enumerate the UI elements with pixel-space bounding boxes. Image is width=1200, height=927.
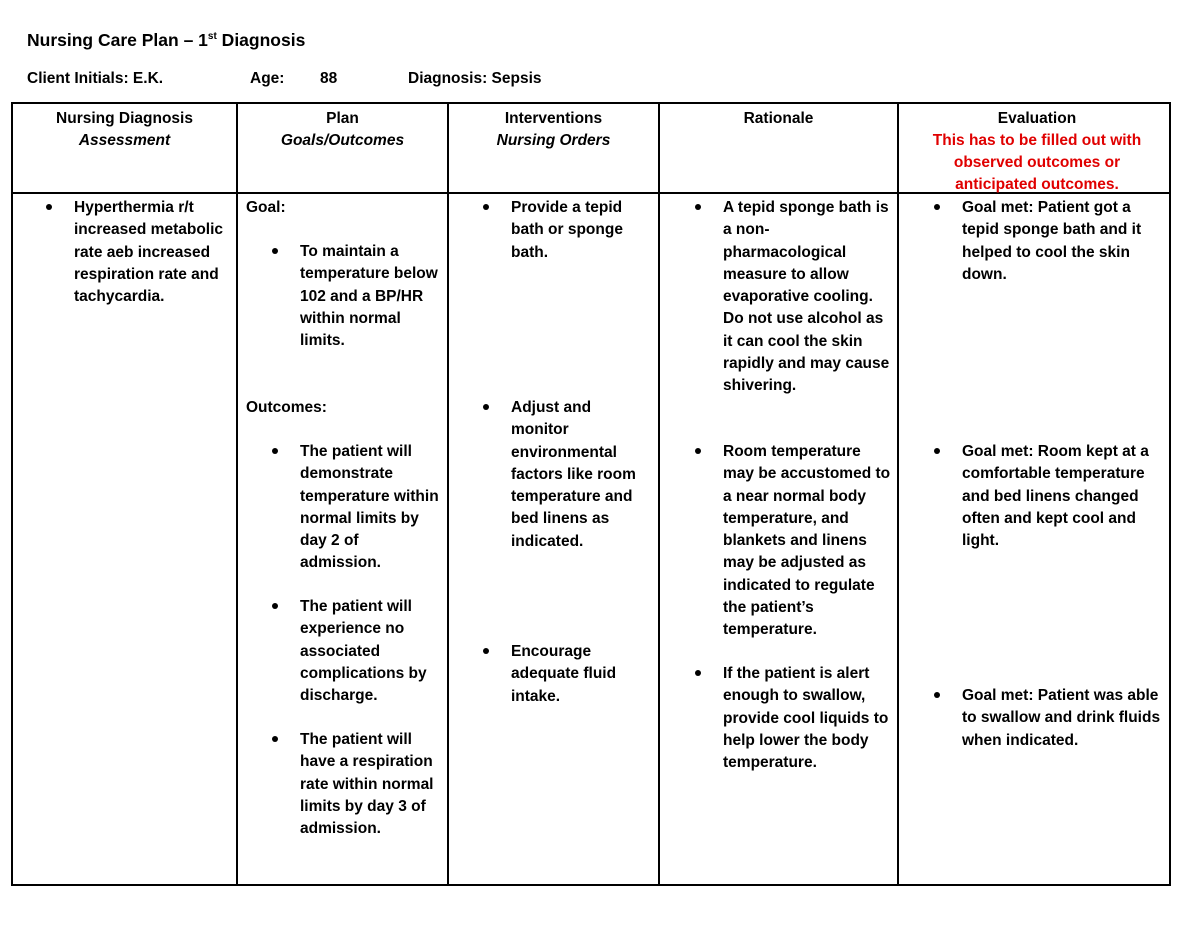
- intervention-item: Provide a tepid bath or sponge bath.: [511, 197, 651, 264]
- evaluation-note: This has to be filled out with observed outcomes or anticipated outcomes.: [932, 132, 1142, 193]
- page-title: Nursing Care Plan – 1st Diagnosis: [27, 30, 306, 50]
- header-plan: [238, 108, 447, 152]
- header-subtitle: Assessment: [78, 132, 171, 149]
- intervention-item: Adjust and monitor environmental factors like room temperature and bed linens as indicated.: [511, 397, 651, 553]
- header-nursing-diagnosis: [13, 108, 236, 152]
- header-interventions: [449, 108, 658, 152]
- client-initials: Client Initials: E.K.: [27, 70, 164, 87]
- header-title: Evaluation: [997, 110, 1077, 127]
- outcomes-label: Outcomes:: [246, 399, 327, 416]
- intervention-item: Encourage adequate fluid intake.: [511, 641, 651, 708]
- evaluation-item: Goal met: Patient was able to swallow and drink fluids when indicated.: [962, 685, 1164, 752]
- diagnosis-label: Diagnosis: Sepsis: [408, 70, 542, 87]
- age-value: 88: [320, 70, 338, 87]
- header-title: Nursing Diagnosis: [56, 110, 193, 127]
- header-title: Plan: [326, 110, 359, 127]
- rationale-item: A tepid sponge bath is a non-pharmacological measure to allow evaporative cooling. Do not use alcohol as it can cool the skin rapidly and may cause shivering.: [723, 197, 891, 398]
- outcome-item: The patient will have a respiration rate within normal limits by day 3 of admission.: [300, 729, 442, 840]
- header-evaluation: [913, 108, 1161, 196]
- care-plan-table: [11, 102, 1171, 886]
- column-divider: [897, 104, 899, 884]
- column-divider: [236, 104, 238, 884]
- column-divider: [658, 104, 660, 884]
- header-title: Interventions: [504, 110, 603, 127]
- header-subtitle: Goals/Outcomes: [280, 132, 405, 149]
- header-rationale: [660, 108, 897, 130]
- header-title: Rationale: [743, 110, 814, 127]
- diagnosis-item: Hyperthermia r/t increased metabolic rate aeb increased respiration rate and tachycardia.: [74, 197, 229, 308]
- evaluation-item: Goal met: Patient got a tepid sponge bath and it helped to cool the skin down.: [962, 197, 1164, 286]
- header-subtitle: Nursing Orders: [496, 132, 611, 149]
- rationale-item: If the patient is alert enough to swallow, provide cool liquids to help lower the body temperature.: [723, 663, 891, 774]
- goal-label: Goal:: [246, 199, 286, 216]
- goal-item: To maintain a temperature below 102 and a BP/HR within normal limits.: [300, 241, 442, 352]
- outcome-item: The patient will experience no associated complications by discharge.: [300, 596, 442, 707]
- age-label: Age:: [250, 70, 285, 87]
- column-divider: [447, 104, 449, 884]
- outcome-item: The patient will demonstrate temperature within normal limits by day 2 of admission.: [300, 441, 442, 575]
- evaluation-item: Goal met: Room kept at a comfortable temperature and bed linens changed often and kept cool and light.: [962, 441, 1164, 552]
- rationale-item: Room temperature may be accustomed to a near normal body temperature, and blankets and linens may be adjusted as indicated to regulate the patient’s temperature.: [723, 441, 891, 642]
